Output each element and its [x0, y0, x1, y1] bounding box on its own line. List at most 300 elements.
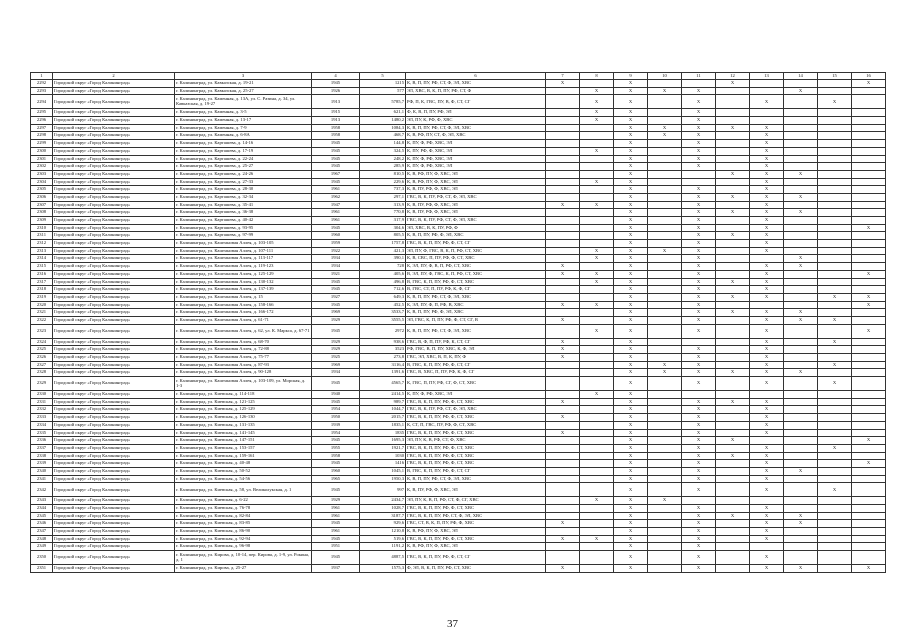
mark-cell [818, 178, 852, 186]
year-cell: 1961 [312, 217, 360, 225]
mark-cell: Х [648, 497, 682, 505]
mark-cell: Х [852, 437, 886, 445]
table-row [31, 346, 886, 354]
mark-cell: Х [716, 452, 750, 460]
mark-cell: Х [614, 565, 648, 573]
mark-cell [784, 505, 818, 513]
mark-cell [784, 377, 818, 391]
mark-cell: Х [614, 414, 648, 422]
mark-cell [546, 309, 580, 317]
area-cell: 519,6 [360, 535, 406, 543]
table-row [31, 460, 886, 468]
row-number: 2336 [31, 437, 53, 445]
table-row [31, 132, 886, 140]
mark-cell: Х [648, 132, 682, 140]
row-number: 2339 [31, 460, 53, 468]
mark-cell [546, 232, 580, 240]
mark-cell: Х [750, 209, 784, 217]
mark-cell: Х [614, 505, 648, 513]
address-cell: г. Калининград, ул. Каштановая Аллея, д. 68-70 [175, 338, 312, 346]
mark-cell: Х [682, 117, 716, 125]
row-number: 2331 [31, 398, 53, 406]
table-row [31, 186, 886, 194]
works-cell: К, В, П, ПУ, РФ, Ф, ЭЛ, ХВС [406, 309, 546, 317]
mark-cell: Х [682, 520, 716, 528]
mark-cell [716, 247, 750, 255]
column-header: 7 [546, 73, 580, 80]
mark-cell [546, 255, 580, 263]
mark-cell: Х [614, 209, 648, 217]
year-cell: 1925 [312, 354, 360, 362]
mark-cell [716, 475, 750, 483]
mark-cell [818, 209, 852, 217]
mark-cell [716, 520, 750, 528]
mark-cell [546, 186, 580, 194]
mark-cell: Х [546, 429, 580, 437]
mark-cell [818, 255, 852, 263]
address-cell: г. Калининград, ул. Карташева, д. 32-34 [175, 193, 312, 201]
mark-cell: Х [818, 338, 852, 346]
address-cell: г. Калининград, ул. Киевская, д. 153-157 [175, 444, 312, 452]
mark-cell: Х [546, 565, 580, 573]
mark-cell: Х [580, 301, 614, 309]
mark-cell: Х [682, 444, 716, 452]
year-cell: 1927 [312, 293, 360, 301]
mark-cell [852, 147, 886, 155]
mark-cell [852, 346, 886, 354]
mark-cell [580, 263, 614, 271]
row-number: 2316 [31, 270, 53, 278]
area-cell: 1835,1 [360, 421, 406, 429]
mark-cell [818, 147, 852, 155]
mark-cell [784, 109, 818, 117]
area-cell: 805,5 [360, 232, 406, 240]
mark-cell: Х [716, 80, 750, 88]
mark-cell [716, 255, 750, 263]
mark-cell [580, 217, 614, 225]
row-number: 2329 [31, 377, 53, 391]
row-number: 2333 [31, 414, 53, 422]
address-cell: г. Калининград, ул. Каштановая Аллея, д. 130-132 [175, 278, 312, 286]
mark-cell [546, 324, 580, 338]
area-cell: 621,1 [360, 109, 406, 117]
district-cell: Городской округ «Город Калининград» [53, 109, 175, 117]
row-number: 2310 [31, 224, 53, 232]
district-cell: Городской округ «Город Калининград» [53, 551, 175, 565]
year-cell: 1969 [312, 361, 360, 369]
mark-cell [648, 193, 682, 201]
year-cell: 1965 [312, 475, 360, 483]
table-row [31, 124, 886, 132]
mark-cell: Х [716, 309, 750, 317]
area-cell: 997 [360, 483, 406, 497]
address-cell: г. Калининград, ул. Каштановая Аллея, д. 107-111 [175, 247, 312, 255]
area-cell: 1416 [360, 460, 406, 468]
mark-cell: Х [750, 140, 784, 148]
district-cell: Городской округ «Город Калининград» [53, 186, 175, 194]
mark-cell [852, 338, 886, 346]
row-number: 2341 [31, 475, 53, 483]
mark-cell: Х [682, 263, 716, 271]
mark-cell [682, 80, 716, 88]
mark-cell: Х [682, 255, 716, 263]
column-header: 1 [31, 73, 53, 80]
mark-cell: Х [750, 505, 784, 513]
address-cell: г. Калининград, ул. Каштановая Аллея, д. 87-93 [175, 361, 312, 369]
year-cell: 1945 [312, 178, 360, 186]
works-cell: К, В, П, ПУ, РФ, СТ, Ф, ЭЛ, ХВС [406, 324, 546, 338]
row-number: 2313 [31, 247, 53, 255]
address-cell: г. Калининград, ул. Киевская, д. 141-145 [175, 429, 312, 437]
mark-cell [716, 87, 750, 95]
mark-cell [648, 543, 682, 551]
district-cell: Городской округ «Город Калининград» [53, 565, 175, 573]
mark-cell: Х [852, 80, 886, 88]
mark-cell: Х [580, 87, 614, 95]
mark-cell [818, 155, 852, 163]
row-number: 2325 [31, 346, 53, 354]
district-cell: Городской округ «Город Калининград» [53, 255, 175, 263]
mark-cell [818, 543, 852, 551]
mark-cell: Х [784, 369, 818, 377]
mark-cell [648, 170, 682, 178]
row-number: 2326 [31, 354, 53, 362]
mark-cell: Х [580, 391, 614, 399]
works-cell: ГВС, В, К, П, ПУ, РФ, Ф, СТ, ХВС [406, 414, 546, 422]
mark-cell: Х [580, 497, 614, 505]
mark-cell [716, 497, 750, 505]
year-cell: 1945 [312, 286, 360, 294]
mark-cell [784, 217, 818, 225]
works-cell: ГВС, В, Ф, П, ПУ, РФ, К, СТ, СГ [406, 338, 546, 346]
area-cell: 144,8 [360, 140, 406, 148]
table-header [31, 73, 886, 80]
mark-cell: Х [614, 406, 648, 414]
mark-cell [818, 460, 852, 468]
works-cell: К, В, РФ, ПУ, Ф, ХВС, ЭЛ [406, 543, 546, 551]
table-row [31, 247, 886, 255]
row-number: 2344 [31, 505, 53, 513]
mark-cell [580, 377, 614, 391]
mark-cell: Х [614, 444, 648, 452]
row-number: 2320 [31, 301, 53, 309]
mark-cell [852, 406, 886, 414]
mark-cell [546, 124, 580, 132]
address-cell: г. Калининград, ул. Киевская, д. 6-22 [175, 497, 312, 505]
table-row [31, 95, 886, 109]
mark-cell [648, 437, 682, 445]
table-body [31, 80, 886, 573]
mark-cell [546, 247, 580, 255]
works-cell: К, В, П, ПУ, РФ, СТ, Ф, ЭЛ, ХВС [406, 293, 546, 301]
address-cell: г. Калининград, ул. Карташева, д. 28-30 [175, 186, 312, 194]
table-row [31, 483, 886, 497]
area-cell: 712,6 [360, 286, 406, 294]
works-cell: ГВС, ЭЛ, ХВС, В, П, К, ПУ, Ф [406, 354, 546, 362]
mark-cell: Х [750, 132, 784, 140]
works-cell: ЭЛ, ПУ, Ф, ГВС, В, К, П, РФ, СТ, ХВС [406, 247, 546, 255]
mark-cell [818, 452, 852, 460]
district-cell: Городской округ «Город Калининград» [53, 193, 175, 201]
year-cell: 1945 [312, 278, 360, 286]
mark-cell [580, 369, 614, 377]
mark-cell: Х [614, 551, 648, 565]
table-row [31, 429, 886, 437]
mark-cell [852, 309, 886, 317]
mark-cell [784, 444, 818, 452]
column-header: 9 [614, 73, 648, 80]
row-number: 2340 [31, 467, 53, 475]
district-cell: Городской округ «Город Калининград» [53, 421, 175, 429]
mark-cell: Х [682, 247, 716, 255]
mark-cell [580, 240, 614, 248]
mark-cell: Х [580, 109, 614, 117]
mark-cell [818, 467, 852, 475]
mark-cell [852, 286, 886, 294]
mark-cell [818, 429, 852, 437]
mark-cell: Х [716, 193, 750, 201]
mark-cell: Х [682, 377, 716, 391]
mark-cell [716, 316, 750, 324]
mark-cell [818, 124, 852, 132]
area-cell: 1044,7 [360, 406, 406, 414]
mark-cell: Х [546, 354, 580, 362]
mark-cell [818, 217, 852, 225]
mark-cell: Х [682, 565, 716, 573]
mark-cell [546, 109, 580, 117]
mark-cell [546, 528, 580, 536]
mark-cell [546, 224, 580, 232]
mark-cell: Х [614, 232, 648, 240]
works-cell: ЭЛ, ПУ, К, В, РФ, СТ, Ф, ХВС [406, 437, 546, 445]
year-cell: 1934 [312, 263, 360, 271]
mark-cell: Х [784, 87, 818, 95]
row-number: 2292 [31, 80, 53, 88]
mark-cell [818, 512, 852, 520]
mark-cell [852, 528, 886, 536]
table-row [31, 270, 886, 278]
address-cell: г. Калининград, ул. Каменная, д. 13А, ул. С. Разина, д. 34, ул. Кавказская, д. 19-27 [175, 95, 312, 109]
table-row [31, 163, 886, 171]
area-cell: 1757,8 [360, 240, 406, 248]
works-cell: ГВС, В, К, П, ПУ, РФ, Ф, СТ, СГ [406, 240, 546, 248]
works-cell: ГВС, В, К, П, ПУ, РФ, Ф, СТ, ХВС [406, 444, 546, 452]
mark-cell [580, 551, 614, 565]
mark-cell: Х [750, 551, 784, 565]
mark-cell: Х [682, 354, 716, 362]
mark-cell [750, 255, 784, 263]
area-cell: 390,1 [360, 255, 406, 263]
row-number: 2318 [31, 286, 53, 294]
works-cell: Ф, К, В, П, ПУ, РФ, ЭЛ [406, 109, 546, 117]
mark-cell: Х [682, 278, 716, 286]
mark-cell: Х [614, 201, 648, 209]
mark-cell: Х [784, 193, 818, 201]
mark-cell: Х [682, 505, 716, 513]
mark-cell [784, 124, 818, 132]
mark-cell [784, 224, 818, 232]
mark-cell: Х [614, 87, 648, 95]
mark-cell: Х [818, 483, 852, 497]
mark-cell: Х [614, 467, 648, 475]
mark-cell [784, 301, 818, 309]
year-cell: 1958 [312, 124, 360, 132]
mark-cell [580, 398, 614, 406]
mark-cell [784, 460, 818, 468]
area-cell: 1028,7 [360, 505, 406, 513]
mark-cell [716, 414, 750, 422]
mark-cell [716, 361, 750, 369]
row-number: 2328 [31, 369, 53, 377]
mark-cell: Х [614, 354, 648, 362]
district-cell: Городской округ «Город Калининград» [53, 117, 175, 125]
mark-cell: Х [750, 286, 784, 294]
row-number: 2297 [31, 124, 53, 132]
year-cell: 1945 [312, 301, 360, 309]
mark-cell [784, 286, 818, 294]
mark-cell: Х [784, 255, 818, 263]
mark-cell: Х [784, 309, 818, 317]
mark-cell: Х [682, 209, 716, 217]
table-row [31, 232, 886, 240]
mark-cell: Х [546, 80, 580, 88]
mark-cell: Х [852, 270, 886, 278]
table-row [31, 444, 886, 452]
mark-cell [784, 278, 818, 286]
mark-cell: Х [682, 193, 716, 201]
table-row [31, 170, 886, 178]
table-row [31, 338, 886, 346]
column-header: 2 [53, 73, 175, 80]
table-row [31, 354, 886, 362]
mark-cell: Х [784, 316, 818, 324]
mark-cell: Х [818, 95, 852, 109]
area-cell: 5785,7 [360, 95, 406, 109]
mark-cell [784, 117, 818, 125]
mark-cell: Х [614, 391, 648, 399]
mark-cell [580, 565, 614, 573]
mark-cell [818, 475, 852, 483]
mark-cell: Х [750, 377, 784, 391]
mark-cell: Х [716, 398, 750, 406]
mark-cell [716, 324, 750, 338]
year-cell: 1945 [312, 398, 360, 406]
year-cell: 1954 [312, 429, 360, 437]
table-row [31, 240, 886, 248]
table-row [31, 178, 886, 186]
mark-cell [648, 240, 682, 248]
year-cell: 1945 [312, 80, 360, 88]
mark-cell [546, 391, 580, 399]
mark-cell [546, 361, 580, 369]
mark-cell [852, 95, 886, 109]
works-cell: ГВС, В, К, П, ПУ, РФ, СТ, Ф, ЭЛ, ХВС [406, 512, 546, 520]
area-cell: 1921,7 [360, 444, 406, 452]
year-cell: 1929 [312, 316, 360, 324]
mark-cell: Х [750, 346, 784, 354]
area-cell: 3116,4 [360, 361, 406, 369]
mark-cell: Х [716, 512, 750, 520]
address-cell: г. Калининград, ул. Киевская, д. 82-84 [175, 512, 312, 520]
column-header: 4 [312, 73, 360, 80]
mark-cell: Х [614, 80, 648, 88]
mark-cell [852, 316, 886, 324]
year-cell: 1945 [312, 163, 360, 171]
mark-cell [546, 406, 580, 414]
district-cell: Городской округ «Город Калининград» [53, 361, 175, 369]
district-cell: Городской округ «Город Калининград» [53, 535, 175, 543]
mark-cell: Х [682, 147, 716, 155]
mark-cell [716, 186, 750, 194]
area-cell: 285,9 [360, 163, 406, 171]
mark-cell [580, 406, 614, 414]
mark-cell: Х [716, 124, 750, 132]
table-row [31, 398, 886, 406]
year-cell: 1961 [312, 512, 360, 520]
mark-cell [818, 528, 852, 536]
works-cell: К, В, РФ, ПУ, Ф, ХВС, ЭЛ [406, 528, 546, 536]
mark-cell: Х [682, 155, 716, 163]
mark-cell [716, 147, 750, 155]
area-cell: 304,6 [360, 224, 406, 232]
district-cell: Городской округ «Город Калининград» [53, 429, 175, 437]
district-cell: Городской округ «Город Калининград» [53, 309, 175, 317]
mark-cell [648, 95, 682, 109]
mark-cell [648, 217, 682, 225]
address-cell: г. Калининград, ул. Киевская, д. 54-56 [175, 475, 312, 483]
year-cell: 1934 [312, 255, 360, 263]
mark-cell [784, 201, 818, 209]
works-cell: ЭЛ, ХВС, В, К, ПУ, РФ, Ф [406, 224, 546, 232]
row-number: 2300 [31, 147, 53, 155]
mark-cell [784, 95, 818, 109]
mark-cell: Х [750, 247, 784, 255]
year-cell: 1929 [312, 346, 360, 354]
mark-cell [716, 543, 750, 551]
mark-cell [580, 338, 614, 346]
mark-cell: Х [614, 309, 648, 317]
mark-cell [852, 377, 886, 391]
mark-cell: Х [580, 178, 614, 186]
year-cell: 1945 [312, 324, 360, 338]
district-cell: Городской округ «Город Калининград» [53, 217, 175, 225]
year-cell: 1915 [312, 109, 360, 117]
address-cell: г. Калининград, ул. Каштановая Аллея, д. 90-128 [175, 369, 312, 377]
district-cell: Городской округ «Город Калининград» [53, 512, 175, 520]
works-cell: В, ГВС, К, П, ПУ, РФ, Ф, СТ, СГ [406, 361, 546, 369]
works-cell: ГВС, В, К, ПУ, РФ, СТ, Ф, ЭЛ, ХВС [406, 406, 546, 414]
year-cell: 1969 [312, 309, 360, 317]
district-cell: Городской округ «Город Калининград» [53, 263, 175, 271]
district-cell: Городской округ «Город Калининград» [53, 520, 175, 528]
works-cell: К, ЭЛ, ПУ, Ф, В, П, РФ, СТ, ХВС [406, 263, 546, 271]
mark-cell [546, 278, 580, 286]
mark-cell [580, 483, 614, 497]
mark-cell [852, 414, 886, 422]
district-cell: Городской округ «Город Калининград» [53, 369, 175, 377]
mark-cell [716, 377, 750, 391]
mark-cell: Х [614, 429, 648, 437]
table-row [31, 528, 886, 536]
mark-cell [818, 286, 852, 294]
row-number: 2315 [31, 263, 53, 271]
mark-cell: Х [818, 444, 852, 452]
mark-cell: Х [682, 346, 716, 354]
address-cell: г. Калининград, ул. Каштановая Аллея, д. 113-117 [175, 255, 312, 263]
area-cell: 273,8 [360, 354, 406, 362]
works-cell: ЭЛ, ПУ, К, В, П, РФ, СТ, Ф, СГ, ХВС [406, 497, 546, 505]
mark-cell: Х [614, 497, 648, 505]
